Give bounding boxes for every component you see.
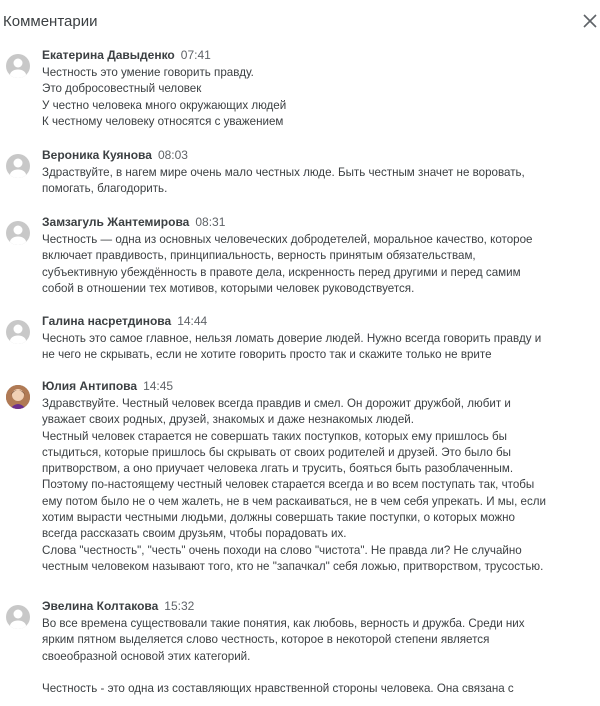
comment-author: Галина насретдинова xyxy=(42,314,172,328)
comment-item xyxy=(0,595,600,697)
comment-text: Здраствуйте, в нагем мире очень мало честных люде. Быть честным значет не воровать, помогать, благодорить. xyxy=(42,166,525,196)
close-icon[interactable] xyxy=(583,14,597,28)
comment-time: 15:32 xyxy=(164,599,195,613)
comment-time: 07:41 xyxy=(180,48,211,62)
avatar xyxy=(6,154,30,178)
comment-author: Замзагуль Жантемирова xyxy=(42,215,190,229)
comment-item xyxy=(0,44,600,130)
comment-text: Здравствуйте. Честный человек всегда правдив и смел. Он дорожит дружбой, любит и уважает своих родных, друзей, знакомых и даже незнакомых людей. Честный человек старается не совершать таких поступков, которых ему пришлось бы стыдиться, которые пришлось бы скрывать от своих родителей и друзей. Это было бы притворством, а оно приучает человека лгать и трусить, бояться быть разоблаченным. Поэтому по-настоящему честный человек старается всегда и во всем поступать так, чтобы ему потом было не о чем жалеть, не в чем раскаиваться, не в чем себя упрекать. И мы, если хотим вырасти честными людьми, должны совершать такие поступки, о которых можно всегда рассказать своим друзьям, чтобы порадовать их. Слова "честность", "честь" очень походи на слово "чистота". Не правда ли? Не случайно честным человеком называют того, кто не "запачкал" себя ложью, притворством, трусостью. xyxy=(42,397,547,573)
comment-item xyxy=(0,211,600,297)
comment-author: Екатерина Давыденко xyxy=(42,48,175,62)
comment-time: 14:44 xyxy=(177,314,208,328)
comment-time: 14:45 xyxy=(143,379,174,393)
comment-item xyxy=(0,310,600,364)
comment-author: Эвелина Колтакова xyxy=(42,599,159,613)
avatar xyxy=(6,54,30,78)
comment-item xyxy=(0,144,600,198)
avatar xyxy=(6,320,30,344)
comment-author: Вероника Куянова xyxy=(42,148,152,162)
avatar xyxy=(6,605,30,629)
comment-text: Во все времена существовали такие понятия, как любовь, верность и дружба. Среди них ярким пятном выделяется слово честность, которое в некоторой степени является своеобразной основой этих категорий. Честность - это одна из составляющих нравственной стороны человека. Она связана с xyxy=(42,617,525,696)
comment-author: Юлия Антипова xyxy=(42,379,138,393)
comments-header xyxy=(0,0,600,44)
comment-text: Чесноть это самое главное, нельзя ломать доверие людей. Нужно всегда говорить правду и не чего не скрывать, если не хотите говорить просто так и скажите только не врите xyxy=(42,332,542,362)
comment-time: 08:31 xyxy=(195,215,226,229)
comment-text: Честность — одна из основных человеческих добродетелей, моральное качество, которое включает правдивость, принципиальность, верность принятым обязательствам, субъективную убеждённость в правоте дела, искренность перед другими и перед самим собой в отношении тех мотивов, которыми человек руководствуется. xyxy=(42,233,533,295)
avatar xyxy=(6,221,30,245)
comment-text: Честность это умение говорить правду. Это добросовестный человек У честно человека много окружающих людей К честному человеку относятся с уважением xyxy=(42,66,287,128)
panel-title: Комментарии xyxy=(3,13,98,30)
comment-item xyxy=(0,375,600,575)
avatar xyxy=(6,385,30,409)
comment-time: 08:03 xyxy=(157,148,188,162)
